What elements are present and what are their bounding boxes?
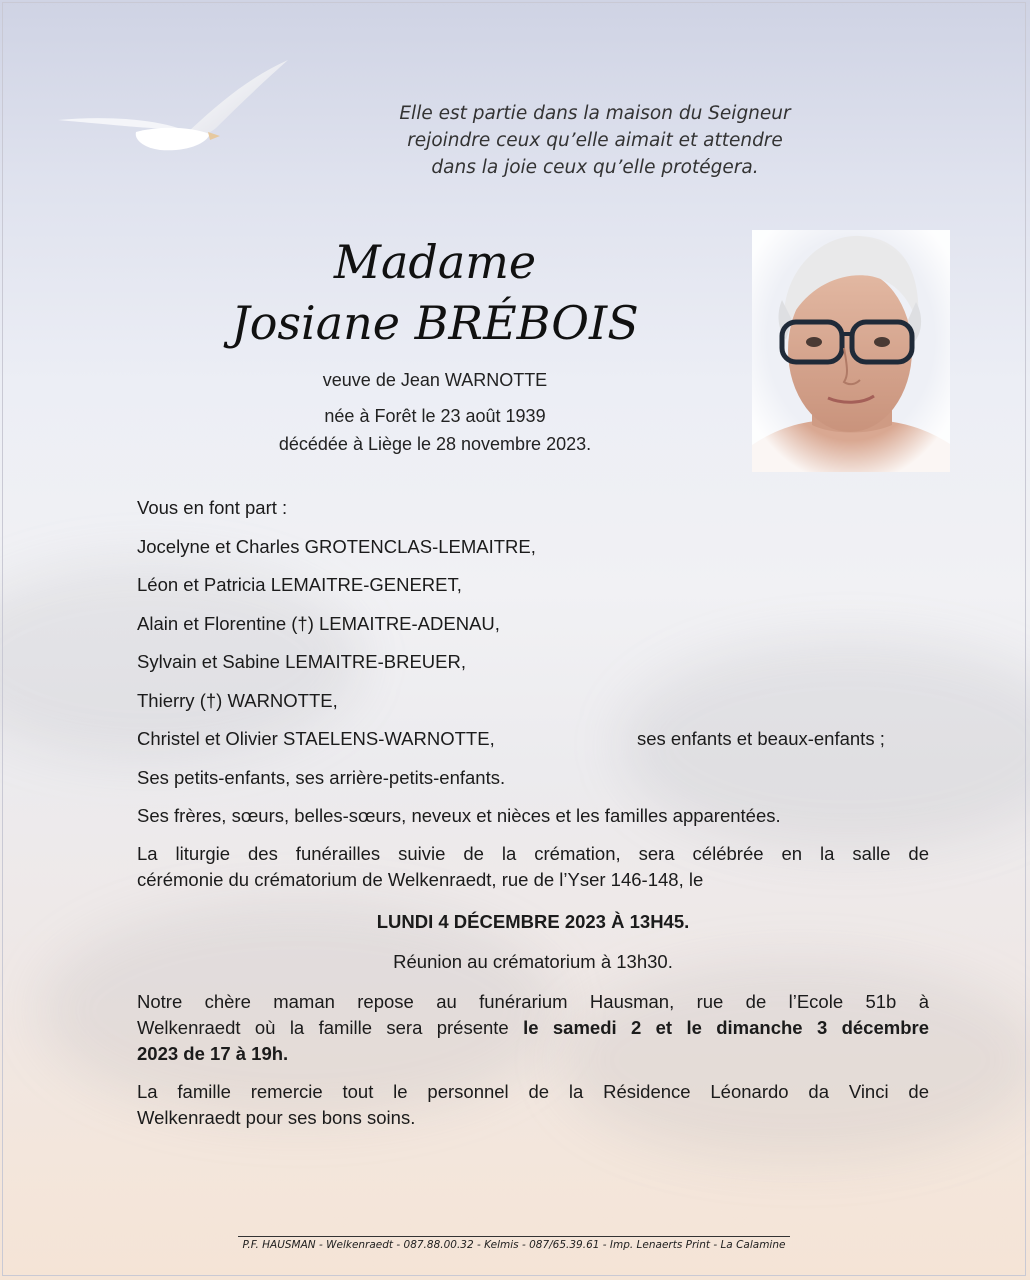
rest-text: Welkenraedt où la famille sera présente (137, 1016, 524, 1038)
family-member: Christel et Olivier STAELENS-WARNOTTE, (137, 728, 495, 749)
deceased-title: Madame (333, 235, 537, 289)
family-member: Sylvain et Sabine LEMAITRE-BREUER, (137, 651, 467, 672)
liturgy-line: cérémonie du crématorium de Welkenraedt, rue de l’Yser 146-148, le (137, 868, 704, 890)
grandchildren: Ses petits-enfants, ses arrière-petits-enfants. (137, 766, 506, 788)
seagull-icon (48, 56, 298, 166)
family-member: Alain et Florentine (†) LEMAITRE-ADENAU, (137, 612, 500, 634)
quote-line: rejoindre ceux qu’elle aimait et attendre (407, 130, 783, 151)
footer-credits: P.F. HAUSMAN - Welkenraedt - 087.88.00.32 - Kelmis - 087/65.39.61 - Imp. Lenaerts Print - La Calamine (242, 1239, 786, 1251)
ceremony-date: LUNDI 4 DÉCEMBRE 2023 À 13H45. (376, 910, 690, 932)
thanks-paragraph (137, 1079, 929, 1131)
rest-line-2 (137, 1015, 929, 1041)
thanks-line: Welkenraedt pour ses bons soins. (137, 1106, 416, 1128)
announcement (137, 494, 929, 1131)
footer-divider (238, 1236, 790, 1237)
visit-hours: 2023 de 17 à 19h. (137, 1042, 289, 1064)
announcement-intro: Vous en font part : (137, 497, 288, 518)
meeting-info: Réunion au crématorium à 13h30. (393, 950, 673, 972)
quote (330, 100, 860, 181)
death-info: décédée à Liège le 28 novembre 2023. (278, 434, 592, 454)
visit-dates: le samedi 2 et le dimanche 3 décembre (523, 1016, 929, 1038)
quote-line: dans la joie ceux qu’elle protégera. (431, 157, 759, 178)
deceased-details (200, 366, 670, 458)
relatives: Ses frères, sœurs, belles-sœurs, neveux et nièces et les familles apparentées. (137, 805, 781, 826)
family-member-row (137, 725, 929, 764)
thanks-line: La famille remercie tout le personnel de la Résidence Léonardo da Vinci de (137, 1080, 929, 1102)
liturgy-paragraph (137, 841, 929, 893)
family-role: ses enfants et beaux-enfants ; (637, 728, 885, 749)
deceased-name: Josiane BRÉBOIS (231, 296, 639, 350)
rest-line: Notre chère maman repose au funérarium Hausman, rue de l’Ecole 51b à (137, 990, 929, 1012)
family-member: Léon et Patricia LEMAITRE-GENERET, (137, 574, 462, 595)
widow-of: veuve de Jean WARNOTTE (322, 370, 548, 390)
portrait-photo (752, 230, 950, 472)
birth-info: née à Forêt le 23 août 1939 (324, 406, 546, 426)
family-member: Thierry (†) WARNOTTE, (137, 689, 338, 711)
deceased-name-block (200, 232, 670, 354)
quote-line: Elle est partie dans la maison du Seigneur (399, 103, 791, 124)
liturgy-line: La liturgie des funérailles suivie de la crémation, sera célébrée en la salle de (137, 842, 929, 864)
family-member: Jocelyne et Charles GROTENCLAS-LEMAITRE, (137, 535, 536, 557)
rest-paragraph (137, 989, 929, 1067)
